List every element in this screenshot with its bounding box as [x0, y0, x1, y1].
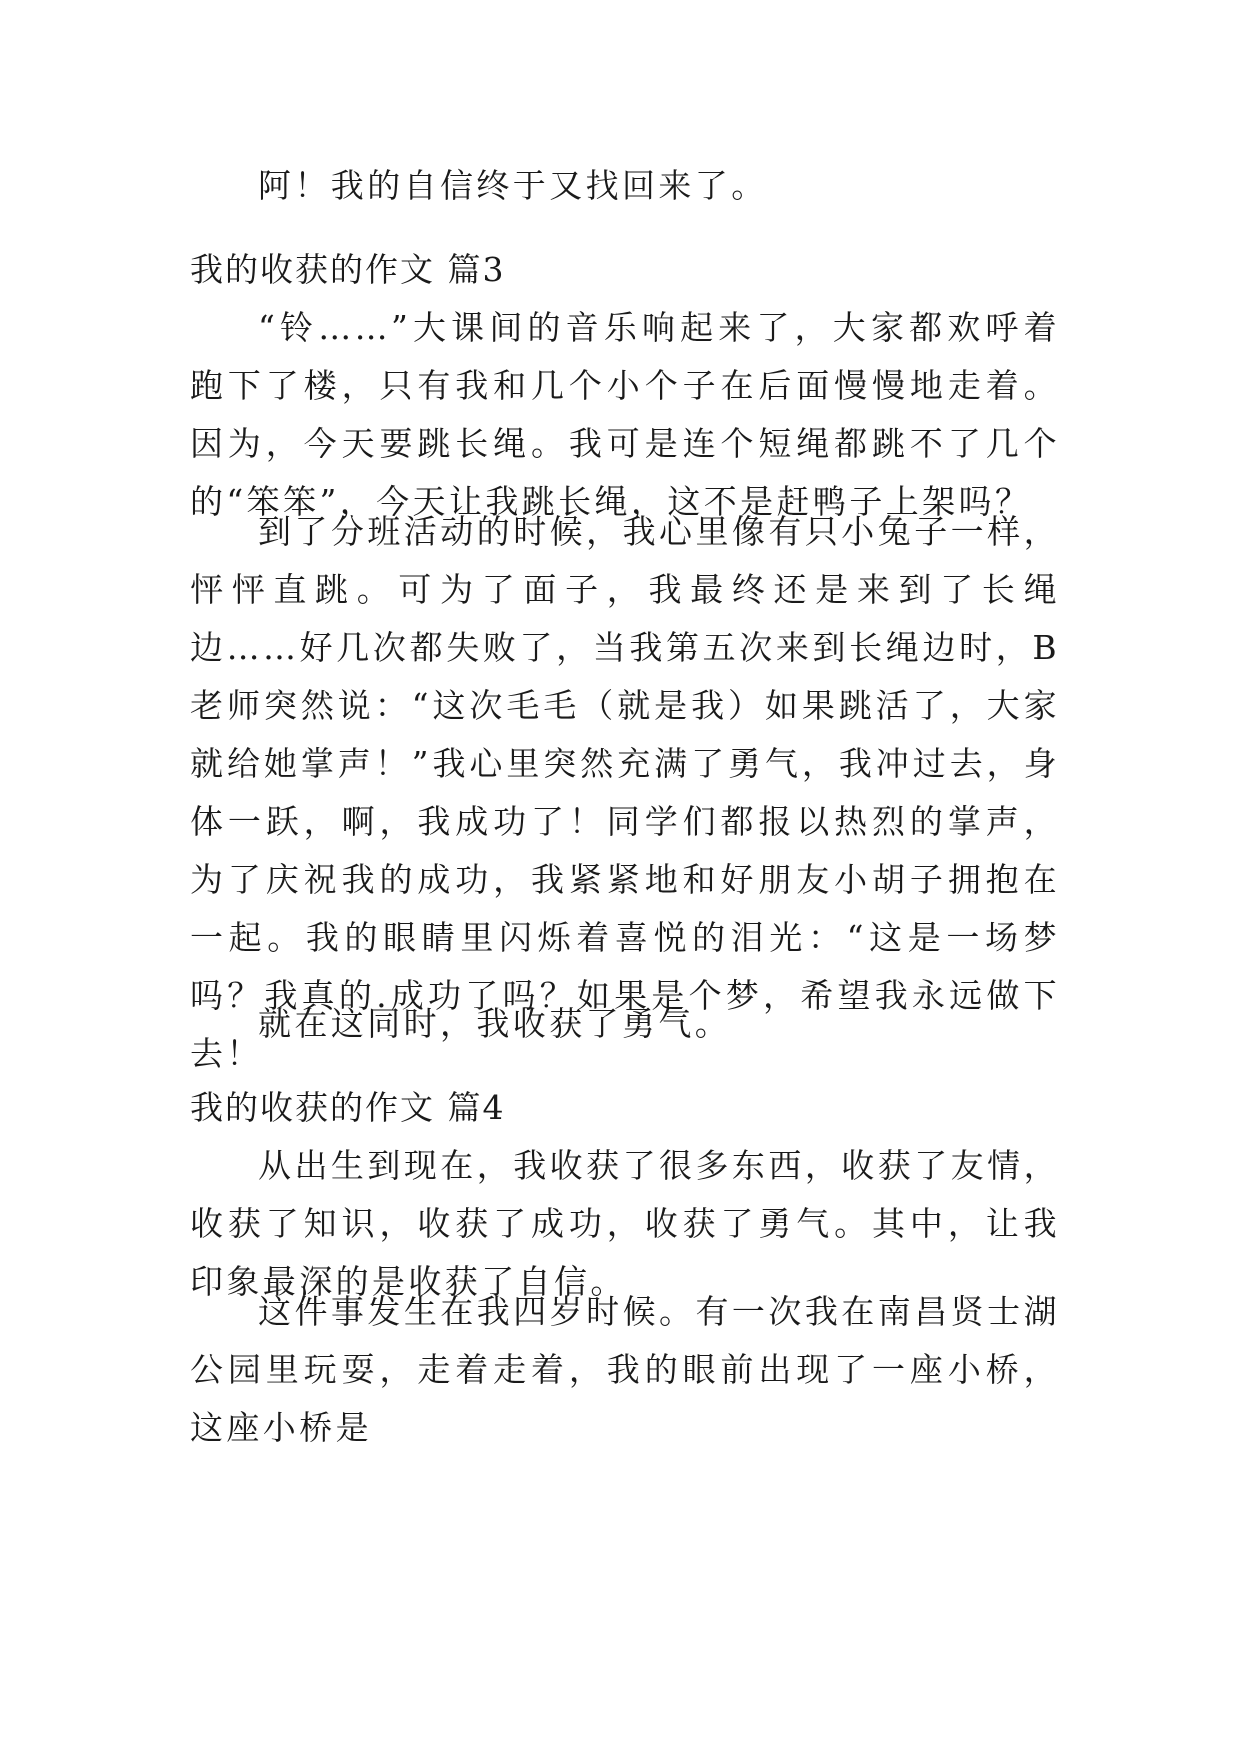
essay-heading-4: 我的收获的作文 篇4 [190, 1088, 506, 1127]
paragraph-park-bridge: 这件事发生在我四岁时候。有一次我在南昌贤士湖公园里玩耍，走着走着，我的眼前出现了一座小桥，这座小桥是 [190, 1292, 1060, 1447]
paragraph-bell-long-rope: “铃……”大课间的音乐响起来了，大家都欢呼着跑下了楼，只有我和几个小个子在后面慢慢地走着。因为，今天要跳长绳。我可是连个短绳都跳不了几个的“笨笨”，今天让我跳长绳，这不是赶鸭子上架吗？ [190, 308, 1060, 521]
paragraph-rope-success: 到了分班活动的时候，我心里像有只小兔子一样，怦怦直跳。可为了面子，我最终还是来到了长绳边……好几次都失败了，当我第五次来到长绳边时，B老师突然说：“这次毛毛（就是我）如果跳活了，大家就给她掌声！”我心里突然充满了勇气，我冲过去，身体一跃，啊，我成功了！同学们都报以热烈的掌声，为了庆祝我的成功，我紧紧地和好朋友小胡子拥抱在一起。我的眼睛里闪烁着喜悦的泪光：“这是一场梦吗？我真的.成功了吗？如果是个梦，希望我永远做下去！ [190, 512, 1060, 1073]
paragraph-gained-confidence: 从出生到现在，我收获了很多东西，收获了友情，收获了知识，收获了成功，收获了勇气。其中，让我印象最深的是收获了自信。 [190, 1146, 1060, 1301]
essay-heading-3: 我的收获的作文 篇3 [190, 250, 506, 289]
paragraph-confidence-found: 阿！我的自信终于又找回来了。 [258, 166, 768, 205]
paragraph-gained-courage: 就在这同时，我收获了勇气。 [258, 1004, 732, 1043]
